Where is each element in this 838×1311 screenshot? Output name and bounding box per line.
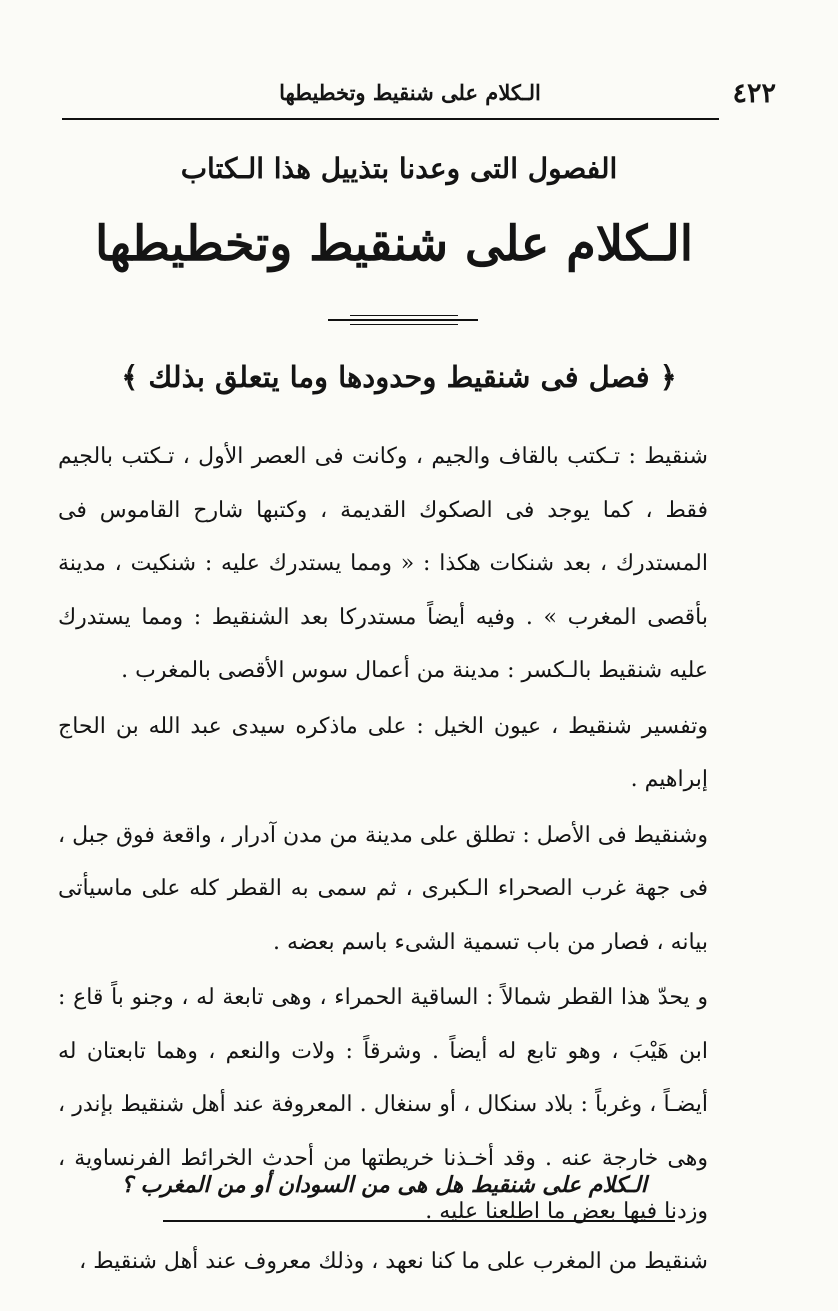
running-head: [62, 78, 776, 112]
paragraph: و يحدّ هذا القطر شمالاً : الساقية الحمراء ، وهى تابعة له ، وجنو باً قاع : ابن هَيْبَ ، وهو تابع له أيضاً . وشرقاً : ولات والنعم ، وهما تابعتان له أيضـاً ، وغرباً : بلاد سنكال ، أو سنغال . المعروفة عند أهل شنقيط بإندر ، وهى خارجة عنه . وقد أخـذنا خريطتها من أحدث الخرائط الفرنساوية ، وزدنا فيها بعض ما اطلعنا عليه .: [58, 985, 708, 1224]
chapter-kicker: الفصول التى وعدنا بتذييل هذا الـكتاب: [180, 152, 618, 185]
chapter-title: الـكلام على شنقيط وتخطيطها: [94, 216, 694, 272]
running-title: الـكلام على شنقيط وتخطيطها: [279, 80, 541, 105]
body-text: [58, 430, 708, 1239]
sub-heading-rule: [163, 1220, 675, 1222]
header-rule: [62, 118, 719, 120]
paragraph: وتفسير شنقيط ، عيون الخيل : على ماذكره سيدى عبد الله بن الحاج إبراهيم .: [58, 713, 708, 792]
page-number: ٤٢٢: [732, 78, 776, 109]
section-title: ﴿ فصل فى شنقيط وحدودها وما يتعلق بذلك ﴾: [121, 360, 677, 394]
sub-heading: الـكلام على شنقيط هل هى من السودان أو من المغرب ؟: [121, 1172, 647, 1198]
title-ornament-rule: [328, 314, 478, 328]
paragraph: شنقيط من المغرب على ما كنا نعهد ، وذلك معروف عند أهل شنقيط ،: [79, 1249, 708, 1274]
paragraph: وشنقيط فى الأصل : تطلق على مدينة من مدن آدرار ، واقعة فوق جبل ، فى جهة غرب الصحراء الـكبرى ، ثم سمى به القطر كله على ماسيأتى بيانه ، فصار من باب تسمية الشىء باسم بعضه .: [58, 822, 708, 955]
paragraph: شنقيط : تـكتب بالقاف والجيم ، وكانت فى العصر الأول ، تـكتب بالجيم فقط ، كما يوجد فى الصكوك القديمة ، وكتبها شارح القاموس فى المستدرك ، بعد شنكات هكذا : « ومما يستدرك عليه : شنكيت ، مدينة بأقصى المغرب » . وفيه أيضاً مستدركا بعد الشنقيط : ومما يستدرك عليه شنقيط بالـكسر : مدينة من أعمال سوس الأقصى بالمغرب .: [58, 444, 708, 683]
